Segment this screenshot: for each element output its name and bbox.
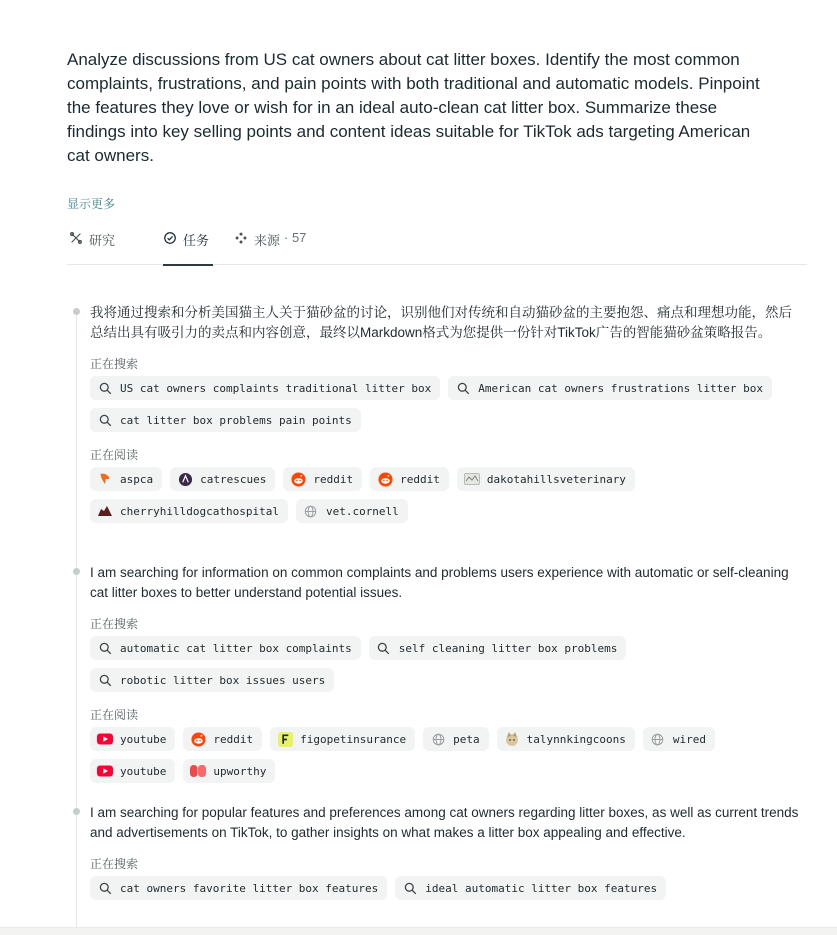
source-chip[interactable]: peta (423, 727, 489, 751)
searching-label: 正在搜索 (90, 357, 139, 371)
globe-icon (650, 731, 666, 747)
source-chip[interactable]: figopetinsurance (270, 727, 415, 751)
search-chip[interactable]: cat owners favorite litter box features (90, 876, 387, 900)
search-icon (97, 412, 113, 428)
query-text: Analyze discussions from US cat owners about cat litter boxes. Identify the most common complaints, frustrations, and pain points with both traditional and automatic models. Pinpoint the features they love or wish for in an ideal auto-clean cat litter box. Summarize these findings into key selling points and content ideas suitable for TikTok ads targeting American cat owners. (67, 50, 760, 165)
globe-icon (430, 731, 446, 747)
search-icon (455, 380, 471, 396)
tab-research-label: 研究 (89, 233, 116, 248)
source-chip[interactable]: youtube (90, 759, 175, 783)
tab-bar (67, 222, 807, 265)
search-chip[interactable]: cat litter box problems pain points (90, 408, 361, 432)
source-chip[interactable]: catrescues (170, 467, 275, 491)
research-icon (69, 231, 83, 245)
upworthy-icon (190, 763, 206, 779)
youtube-icon (97, 763, 113, 779)
source-chip[interactable]: youtube (90, 727, 175, 751)
sources-icon (234, 231, 248, 245)
youtube-icon (97, 731, 113, 747)
task-step-2 (90, 563, 800, 783)
source-chip[interactable]: dakotahillsveterinary (457, 467, 635, 491)
reading-label: 正在阅读 (90, 448, 139, 462)
reddit-icon (190, 731, 206, 747)
search-chip[interactable]: robotic litter box issues users (90, 668, 334, 692)
search-icon (97, 640, 113, 656)
timeline-line (76, 313, 77, 935)
source-chip[interactable]: talynnkingcoons (497, 727, 635, 751)
source-chip[interactable]: aspca (90, 467, 162, 491)
source-chip[interactable]: cherryhilldogcathospital (90, 499, 288, 523)
dakotahills-icon (464, 471, 480, 487)
searching-label: 正在搜索 (90, 857, 139, 871)
source-chip[interactable]: wired (643, 727, 715, 751)
catrescues-icon (177, 471, 193, 487)
source-chip[interactable]: reddit (370, 467, 449, 491)
cherryhill-icon (97, 503, 113, 519)
task-step-1 (90, 303, 800, 523)
tab-sources[interactable] (234, 222, 306, 265)
task-check-icon (163, 231, 177, 245)
reddit-icon (377, 471, 393, 487)
globe-icon (303, 503, 319, 519)
show-more-link[interactable]: 显示更多 (67, 197, 116, 211)
source-chip[interactable]: upworthy (183, 759, 275, 783)
tab-tasks-label: 任务 (183, 233, 210, 248)
source-chips (90, 727, 800, 783)
search-chip[interactable]: self cleaning litter box problems (369, 636, 627, 660)
step-text: I am searching for popular features and preferences among cat owners regarding litter boxes, as well as current trends and advertisements on TikTok, to gather insights on what makes a litter box appealing and effective. (90, 805, 799, 840)
search-icon (97, 672, 113, 688)
reading-label: 正在阅读 (90, 708, 139, 722)
search-chips (90, 376, 800, 432)
search-icon (376, 640, 392, 656)
search-icon (97, 380, 113, 396)
search-chip[interactable]: automatic cat litter box complaints (90, 636, 361, 660)
source-chip[interactable]: reddit (183, 727, 262, 751)
step-text: I am searching for information on common complaints and problems users experience with automatic or self-cleaning cat litter boxes to better understand potential issues. (90, 565, 789, 600)
figo-icon (277, 731, 293, 747)
bottom-bar (0, 927, 837, 935)
aspca-icon (97, 471, 113, 487)
tab-tasks[interactable] (163, 222, 213, 265)
step-dot (73, 808, 80, 815)
step-dot (73, 308, 80, 315)
search-icon (402, 880, 418, 896)
search-chips (90, 636, 800, 692)
search-icon (97, 880, 113, 896)
source-chip[interactable]: reddit (283, 467, 362, 491)
talynn-icon (504, 731, 520, 747)
source-chip[interactable]: vet.cornell (296, 499, 408, 523)
searching-label: 正在搜索 (90, 617, 139, 631)
search-chip[interactable]: US cat owners complaints traditional litter box (90, 376, 440, 400)
source-chips (90, 467, 800, 523)
sources-count: · 57 (284, 230, 307, 245)
search-chip[interactable]: American cat owners frustrations litter box (448, 376, 772, 400)
search-chips (90, 876, 800, 900)
tab-sources-label: 来源 (254, 233, 281, 248)
step-text: 我将通过搜索和分析美国猫主人关于猫砂盆的讨论，识别他们对传统和自动猫砂盆的主要抱怨、痛点和理想功能，然后总结出具有吸引力的卖点和内容创意，最终以Markdown格式为您提供一份针对TikTok广告的智能猫砂盆策略报告。 (90, 305, 792, 340)
reddit-icon (290, 471, 306, 487)
search-chip[interactable]: ideal automatic litter box features (395, 876, 666, 900)
task-step-3 (90, 803, 800, 900)
step-dot (73, 568, 80, 575)
tab-research[interactable] (69, 222, 115, 265)
